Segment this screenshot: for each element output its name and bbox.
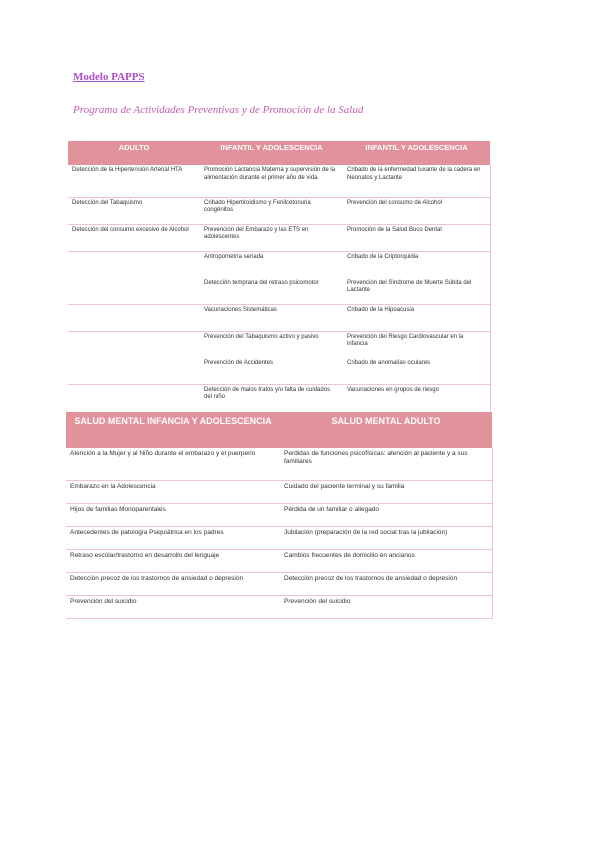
table-header-row bbox=[66, 412, 492, 448]
table-row bbox=[68, 224, 490, 251]
table-cell: Cribado de la Hipoacusia bbox=[343, 304, 490, 331]
table-cell bbox=[68, 358, 200, 385]
table-cell: Cambios frecuentes de domicilio en ancianos bbox=[280, 549, 492, 572]
header-salud-mental-adulto: SALUD MENTAL ADULTO bbox=[280, 412, 492, 448]
table-row bbox=[68, 251, 490, 278]
table-row bbox=[68, 331, 490, 358]
table-cell: Cribado Hipertiroidismo y Fenilcetonuria congénitos bbox=[200, 197, 343, 224]
table-cell: Prevención del Síndrome de Muerte Súbita del Lactante bbox=[343, 278, 490, 305]
table-cell: Prevención de Accidentes bbox=[200, 358, 343, 385]
table-cell: Detección precoz de los trastornos de ansiedad o depresión bbox=[280, 572, 492, 595]
table-cell: Detección de la Hipertensión Arterial HTA bbox=[68, 165, 200, 197]
table-cell: Prevención del Embarazo y las ETS en adolescentes bbox=[200, 224, 343, 251]
header-adulto: ADULTO bbox=[68, 141, 200, 165]
table-cell bbox=[68, 384, 200, 411]
table-row bbox=[68, 278, 490, 305]
table-row bbox=[66, 526, 492, 549]
table-cell: Antecedentes de patología Psiquiátrica en los padres bbox=[66, 526, 280, 549]
table-row bbox=[68, 384, 490, 411]
table-header-row bbox=[68, 141, 490, 165]
table-cell: Promoción Lactancia Materna y supervisión de la alimentación durante el primer año de vida bbox=[200, 165, 343, 197]
table-cell: Prevención del Riesgo Cardiovascular en la infancia bbox=[343, 331, 490, 358]
table-cell: Cribado de la enfermedad luxante de la cadera en Neonatos y Lactante bbox=[343, 165, 490, 197]
table-cell: Detección del consumo excesivo de Alcohol bbox=[68, 224, 200, 251]
table-cell: Cribado de anomalías oculares bbox=[343, 358, 490, 385]
table-row bbox=[66, 503, 492, 526]
table-cell: Retraso escolar/trastorno en desarrollo del lenguaje bbox=[66, 549, 280, 572]
header-salud-mental-infancia: SALUD MENTAL INFANCIA Y ADOLESCENCIA bbox=[66, 412, 280, 448]
table-cell: Detección precoz de los trastornos de ansiedad o depresión bbox=[66, 572, 280, 595]
table-cell: Atención a la Mujer y al Niño durante el embarazo y el puerperio bbox=[66, 448, 280, 480]
document-title: Modelo PAPPS bbox=[73, 71, 145, 83]
table-cell: Prevención del Tabaquismo activo y pasivo bbox=[204, 333, 319, 340]
table-row bbox=[66, 448, 492, 480]
table-cell: Cuidado del paciente terminal y su familia bbox=[280, 480, 492, 503]
table-row bbox=[68, 304, 490, 331]
table-cell: Vacunaciones en grupos de riesgo bbox=[343, 384, 490, 411]
table-row bbox=[66, 595, 492, 618]
table-cell bbox=[68, 331, 200, 358]
mental-health-table bbox=[66, 412, 493, 619]
table-cell: Prevención del consumo de Alcohol bbox=[343, 197, 490, 224]
table-cell: Hijos de familias Monoparentales bbox=[66, 503, 280, 526]
table-cell: Detección de malos tratos y/o falta de cuidados del niño bbox=[204, 386, 331, 400]
table-cell: Perdidas de funciones psicofísicas: atención al paciente y a sus familiares bbox=[280, 448, 492, 480]
table-row bbox=[68, 165, 490, 197]
table-cell: Jubilación (preparación de la red social tras la jubilación) bbox=[280, 526, 492, 549]
table-cell: Prevención del suicidio bbox=[66, 595, 280, 618]
table-cell bbox=[68, 278, 200, 305]
header-infantil-1: INFANTIL Y ADOLESCENCIA bbox=[200, 141, 343, 165]
papps-activities-table bbox=[68, 141, 491, 411]
table-row bbox=[66, 480, 492, 503]
table-cell: Detección temprana del retraso psicomotor bbox=[200, 278, 343, 305]
table-cell: Vacunaciones Sistemáticas bbox=[200, 304, 343, 331]
table-cell: Embarazo en la Adolescencia bbox=[66, 480, 280, 503]
table-cell: Promoción de la Salud Buco Dental bbox=[343, 224, 490, 251]
table-cell: Prevención del suicidio bbox=[280, 595, 492, 618]
document-subtitle: Programa de Actividades Preventivas y de Promoción de la Salud bbox=[73, 104, 364, 116]
table-row bbox=[66, 549, 492, 572]
table-row bbox=[66, 572, 492, 595]
header-infantil-2: INFANTIL Y ADOLESCENCIA bbox=[343, 141, 490, 165]
table-cell: Cribado de la Criptorquidia bbox=[343, 251, 490, 278]
table-row bbox=[68, 358, 490, 385]
table-cell bbox=[68, 304, 200, 331]
table-cell bbox=[68, 251, 200, 278]
table-cell: Detección del Tabaquismo bbox=[68, 197, 200, 224]
table-cell: Antropometría seriada bbox=[204, 253, 264, 260]
table-cell: Pérdida de un familiar o allegado bbox=[280, 503, 492, 526]
table-row bbox=[68, 197, 490, 224]
